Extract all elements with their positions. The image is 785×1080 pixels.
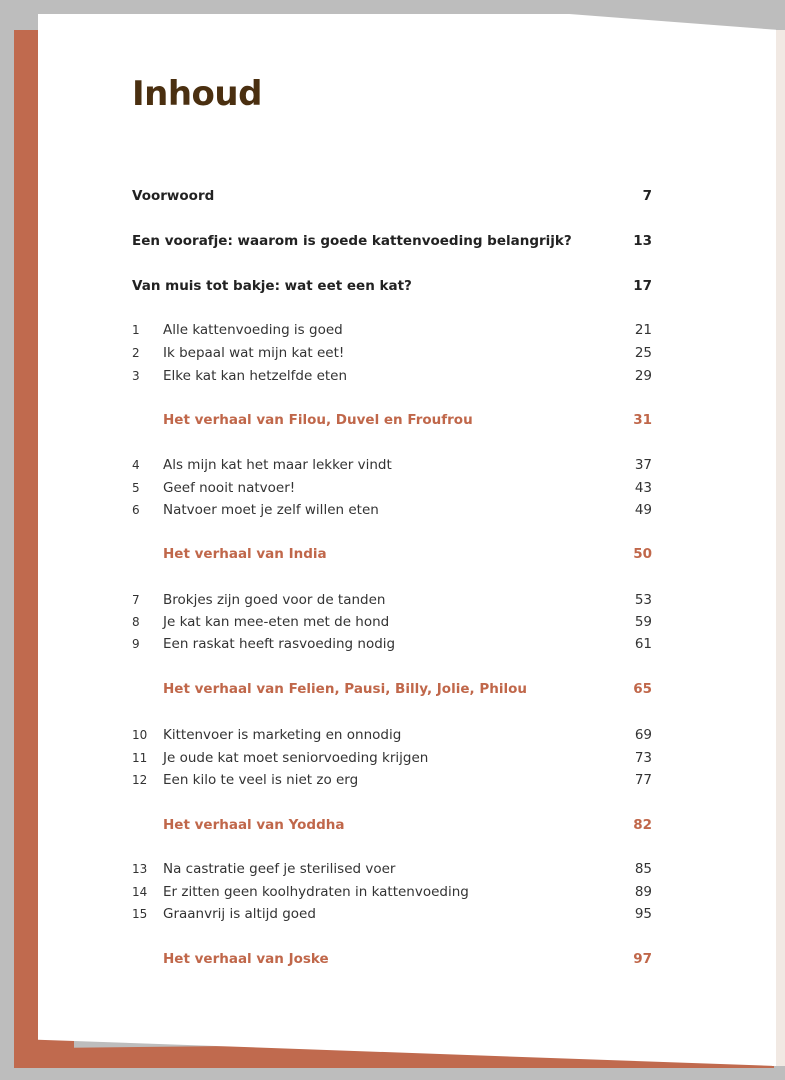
toc-entry-van-muis[interactable]	[132, 276, 652, 296]
chapter-page: 21	[634, 322, 652, 338]
chapter-number: 8	[132, 615, 140, 629]
chapter-number: 9	[132, 637, 140, 651]
chapter-number: 15	[132, 907, 148, 921]
toc-entry-title: Voorwoord	[132, 188, 215, 204]
story-page: 82	[633, 817, 652, 833]
chapter-title: Er zitten geen koolhydraten in kattenvoeding	[163, 884, 469, 900]
toc-chapter-6[interactable]	[132, 500, 652, 520]
toc-chapter-11[interactable]	[132, 748, 652, 768]
toc-story-filou[interactable]	[132, 410, 652, 430]
chapter-number: 5	[132, 481, 140, 495]
chapter-page: 69	[634, 727, 652, 743]
chapter-page: 73	[634, 750, 652, 766]
chapter-title: Een kilo te veel is niet zo erg	[163, 772, 359, 788]
toc-entry-page: 13	[633, 233, 652, 249]
toc-entry-page: 17	[633, 278, 652, 294]
chapter-title: Natvoer moet je zelf willen eten	[163, 502, 379, 518]
chapter-page: 25	[634, 345, 652, 361]
toc-chapter-8[interactable]	[132, 612, 652, 632]
toc-chapter-4[interactable]	[132, 455, 652, 475]
chapter-number: 11	[132, 751, 148, 765]
story-page: 50	[633, 546, 652, 562]
toc-entry-page: 7	[642, 188, 652, 204]
toc-chapter-9[interactable]	[132, 634, 652, 654]
story-title: Het verhaal van Filou, Duvel en Froufrou	[163, 412, 473, 428]
chapter-page: 37	[634, 457, 652, 473]
chapter-page: 53	[634, 592, 652, 608]
toc-entry-voorwoord[interactable]	[132, 186, 652, 206]
chapter-title: Je kat kan mee-eten met de hond	[163, 614, 390, 630]
chapter-title: Brokjes zijn goed voor de tanden	[163, 592, 386, 608]
chapter-number: 7	[132, 593, 140, 607]
toc-chapter-15[interactable]	[132, 904, 652, 924]
chapter-number: 6	[132, 503, 140, 517]
story-page: 31	[633, 412, 652, 428]
toc-story-yoddha[interactable]	[132, 815, 652, 835]
toc-chapter-12[interactable]	[132, 770, 652, 790]
chapter-page: 89	[634, 884, 652, 900]
chapter-page: 85	[634, 861, 652, 877]
chapter-page: 95	[634, 906, 652, 922]
toc-story-india[interactable]	[132, 544, 652, 564]
chapter-number: 13	[132, 862, 148, 876]
toc-chapter-14[interactable]	[132, 882, 652, 902]
toc-chapter-10[interactable]	[132, 725, 652, 745]
chapter-title: Ik bepaal wat mijn kat eet!	[163, 345, 345, 361]
chapter-number: 10	[132, 728, 148, 742]
chapter-page: 59	[634, 614, 652, 630]
toc-chapter-13[interactable]	[132, 859, 652, 879]
toc-chapter-1[interactable]	[132, 320, 652, 340]
toc-chapter-7[interactable]	[132, 590, 652, 610]
story-title: Het verhaal van India	[163, 546, 327, 562]
chapter-page: 49	[634, 502, 652, 518]
chapter-number: 14	[132, 885, 148, 899]
chapter-number: 3	[132, 369, 140, 383]
chapter-number: 4	[132, 458, 140, 472]
chapter-title: Na castratie geef je sterilised voer	[163, 861, 396, 877]
chapter-number: 1	[132, 323, 140, 337]
page-title: Inhoud	[132, 74, 262, 114]
story-title: Het verhaal van Joske	[163, 951, 329, 967]
chapter-title: Elke kat kan hetzelfde eten	[163, 368, 348, 384]
chapter-page: 29	[634, 368, 652, 384]
story-page: 97	[633, 951, 652, 967]
story-page: 65	[633, 681, 652, 697]
toc-chapter-2[interactable]	[132, 343, 652, 363]
chapter-number: 12	[132, 773, 148, 787]
chapter-title: Een raskat heeft rasvoeding nodig	[163, 636, 396, 652]
story-title: Het verhaal van Felien, Pausi, Billy, Jolie, Philou	[163, 681, 527, 697]
toc-chapter-5[interactable]	[132, 478, 652, 498]
chapter-title: Als mijn kat het maar lekker vindt	[163, 457, 392, 473]
chapter-page: 77	[634, 772, 652, 788]
chapter-title: Graanvrij is altijd goed	[163, 906, 316, 922]
chapter-title: Geef nooit natvoer!	[163, 480, 296, 496]
toc-chapter-3[interactable]	[132, 366, 652, 386]
chapter-page: 43	[634, 480, 652, 496]
chapter-title: Je oude kat moet seniorvoeding krijgen	[163, 750, 429, 766]
toc-entry-title: Een voorafje: waarom is goede kattenvoeding belangrijk?	[132, 233, 572, 249]
chapter-number: 2	[132, 346, 140, 360]
story-title: Het verhaal van Yoddha	[163, 817, 345, 833]
toc-entry-voorafje[interactable]	[132, 231, 652, 251]
toc-story-felien[interactable]	[132, 679, 652, 699]
toc-entry-title: Van muis tot bakje: wat eet een kat?	[132, 278, 412, 294]
chapter-title: Alle kattenvoeding is goed	[163, 322, 343, 338]
chapter-page: 61	[634, 636, 652, 652]
toc-story-joske[interactable]	[132, 949, 652, 969]
chapter-title: Kittenvoer is marketing en onnodig	[163, 727, 402, 743]
